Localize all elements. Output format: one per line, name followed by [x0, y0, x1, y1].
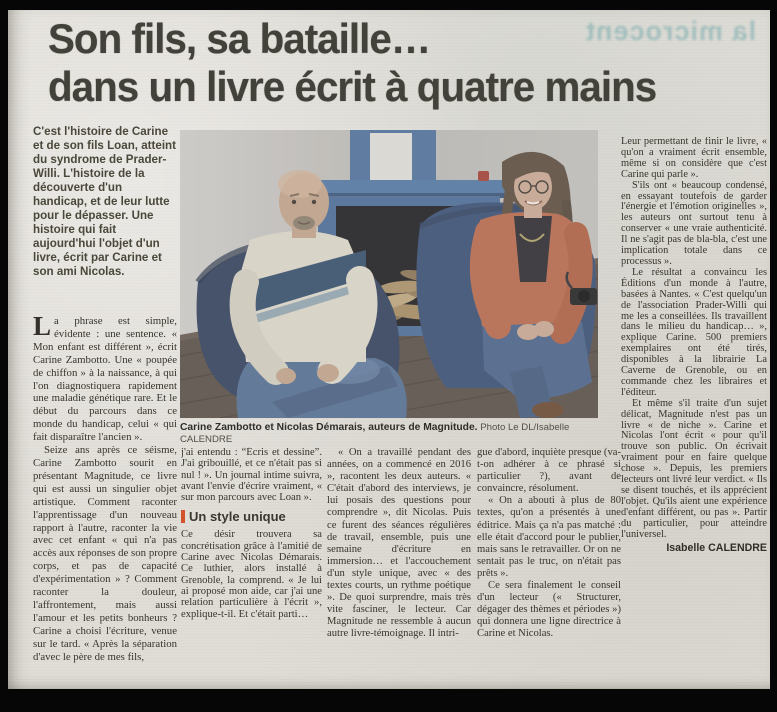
text-column-1: [33, 315, 177, 689]
article-lede: C'est l'histoire de Carine et de son fils Loan, atteint du syndrome de Prader-Willi. L'histoire de la découverte d'un handicap, et de leur lutte pour le dépasser. Une histoire qui fait aujourd'hui l'objet d'un livre, écrit par Carine et son ami Nicolas.: [33, 125, 177, 278]
newspaper-page: [8, 10, 770, 689]
section-subheading: [181, 510, 322, 523]
text-column-5: [621, 137, 767, 689]
caption-text: Carine Zambotto et Nicolas Démarais, auteurs de Magnitude.: [180, 422, 478, 433]
body-paragraph: La phrase est simple, évidente : une sentence. « Mon enfant est différent », écrit Carine Zambotto. Une « poupée de chiffon » à la naissance, à qui l'on diagnostiquera rapidement une maladie génétique rare. Et le début du parcours dans ce monde du handicap, celui « qui fait disparaître l'ancien ».: [33, 315, 177, 444]
text-column-2: [181, 447, 322, 689]
subheading-label: Un style unique: [189, 509, 286, 525]
text-column-4: [477, 447, 621, 689]
body-paragraph: S'ils ont « beaucoup condensé, en essayant toutefois de garder l'énergie et l'émotion originelles », les auteurs ont surtout tenu à conserver « une vraie authenticité. Il ne s'agit pas de bla-bla, c'est une implication totale dans ce processus ».: [621, 179, 767, 267]
body-paragraph: Seize ans après ce séisme, Carine Zambotto sourit en présentant Magnitude, ce livre qui est aussi un singulier objet artistique. Comment raconter l'apprentissage d'un nouveau rapport à l'autre, raconter la vie avec cet enfant « qui n'a pas accès aux réponses de son propre corps, et pas de capacité d'expérimentation » ? Comment raconter la douleur, l'affrontement, mais aussi l'amour et les petits bonheurs ? Carine a choisi l'écriture, venue sur le tard. « Après la séparation d'avec le père de mes fils,: [33, 444, 177, 663]
article-headline: [48, 14, 739, 110]
body-paragraph: gue d'abord, inquiète presque (va-t-on adhérer à ce phrasé si particulier ?), avant de convaincre, résolument.: [477, 447, 621, 495]
body-paragraph: « On a abouti à plus de 80 textes, qu'on a présentés à une éditrice. Mais ça n'a pas matché : elle était d'accord pour le publier, mais sans le retravailler. Or on ne sentait pas le truc, on n'était pas prêts ».: [477, 495, 621, 579]
photo-caption: [180, 422, 600, 446]
drop-cap: L: [33, 315, 52, 341]
byline: Isabelle CALENDRE: [666, 541, 767, 554]
ghost-bleedthrough-text: la microcent: [584, 16, 756, 46]
article-photo: [180, 130, 598, 418]
body-paragraph: Ce sera finalement le conseil d'un lecteur (« Structurer, dégager des thèmes et périodes ») qui donnera une ligne directrice à Carine et Nicolas.: [477, 580, 621, 640]
body-paragraph: « On a travaillé pendant des années, on a commencé en 2016 », racontent les deux auteurs. « C'était d'abord des interviews, je lui posais des questions pour comprendre », dit Nicolas. Puis ce furent des séances régulières de travail, ensemble, puis une semaine d'écriture en immersion… et l'accouchement d'un style unique, avec « des textes courts, un rythme poétique ». De quoi surprendre, mais très vite fasciner, le lecteur. Car Magnitude ne ressemble à aucun autre livre-témoignage. Il intri-: [327, 447, 471, 640]
subheading-marker-icon: [181, 510, 185, 523]
headline-line-1: Son fils, sa bataille…: [48, 15, 431, 62]
text-column-3: [327, 447, 471, 689]
body-paragraph: Et même s'il traite d'un sujet délicat, Magnitude n'est pas un livre « de niche ». Carine et Nicolas l'ont écrit « pour qu'il trouve son public. On écrivait vraiment pour en faire quelque chose ». Depuis, les premiers lecteurs ont livré leur verdict. « Ils se disent touchés, et ils apprécient l'objet. Qu'ils aient une expérience d'enfant différent, ou pas ». Partir du particulier, pour atteindre l'universel.: [621, 397, 767, 540]
caption-credit: Photo Le DL/Isabelle CALENDRE: [180, 422, 570, 445]
headline-line-2: dans un livre écrit à quatre mains: [48, 63, 657, 110]
body-paragraph: Leur permettant de finir le livre, « qu'on a vraiment écrit ensemble, même si on considère que c'est Carine qui parle ».: [621, 137, 767, 180]
body-paragraph: j'ai entendu : “Écris et dessine”. J'ai gribouillé, et ce n'était pas si nul ! ». Un journal intime suivra, avant l'envie d'écrire vraiment, « sur mon parcours avec Loan ».: [181, 447, 322, 504]
body-paragraph: Ce désir trouvera sa concrétisation grâce à l'amitié de Carine avec Nicolas Démarais. Ce luthier, alors installé à Grenoble, la comprend. « Je lui ai proposé mon aide, car j'ai une relation particulière à l'écrit », explique-t-il. Et c'était parti…: [181, 529, 322, 620]
body-paragraph: Le résultat a convaincu les Éditions d'un monde à l'autre, basées à Nantes. « C'est quelqu'un de l'association Prader-Willi qui me les a conseillées. Ils travaillent dans le milieu du handicap… », explique Carine. 500 premiers exemplaires ont été tirés, disponibles à la librairie La Caverne de Grenoble, ou en commande chez les libraires et l'éditeur.: [621, 266, 767, 398]
